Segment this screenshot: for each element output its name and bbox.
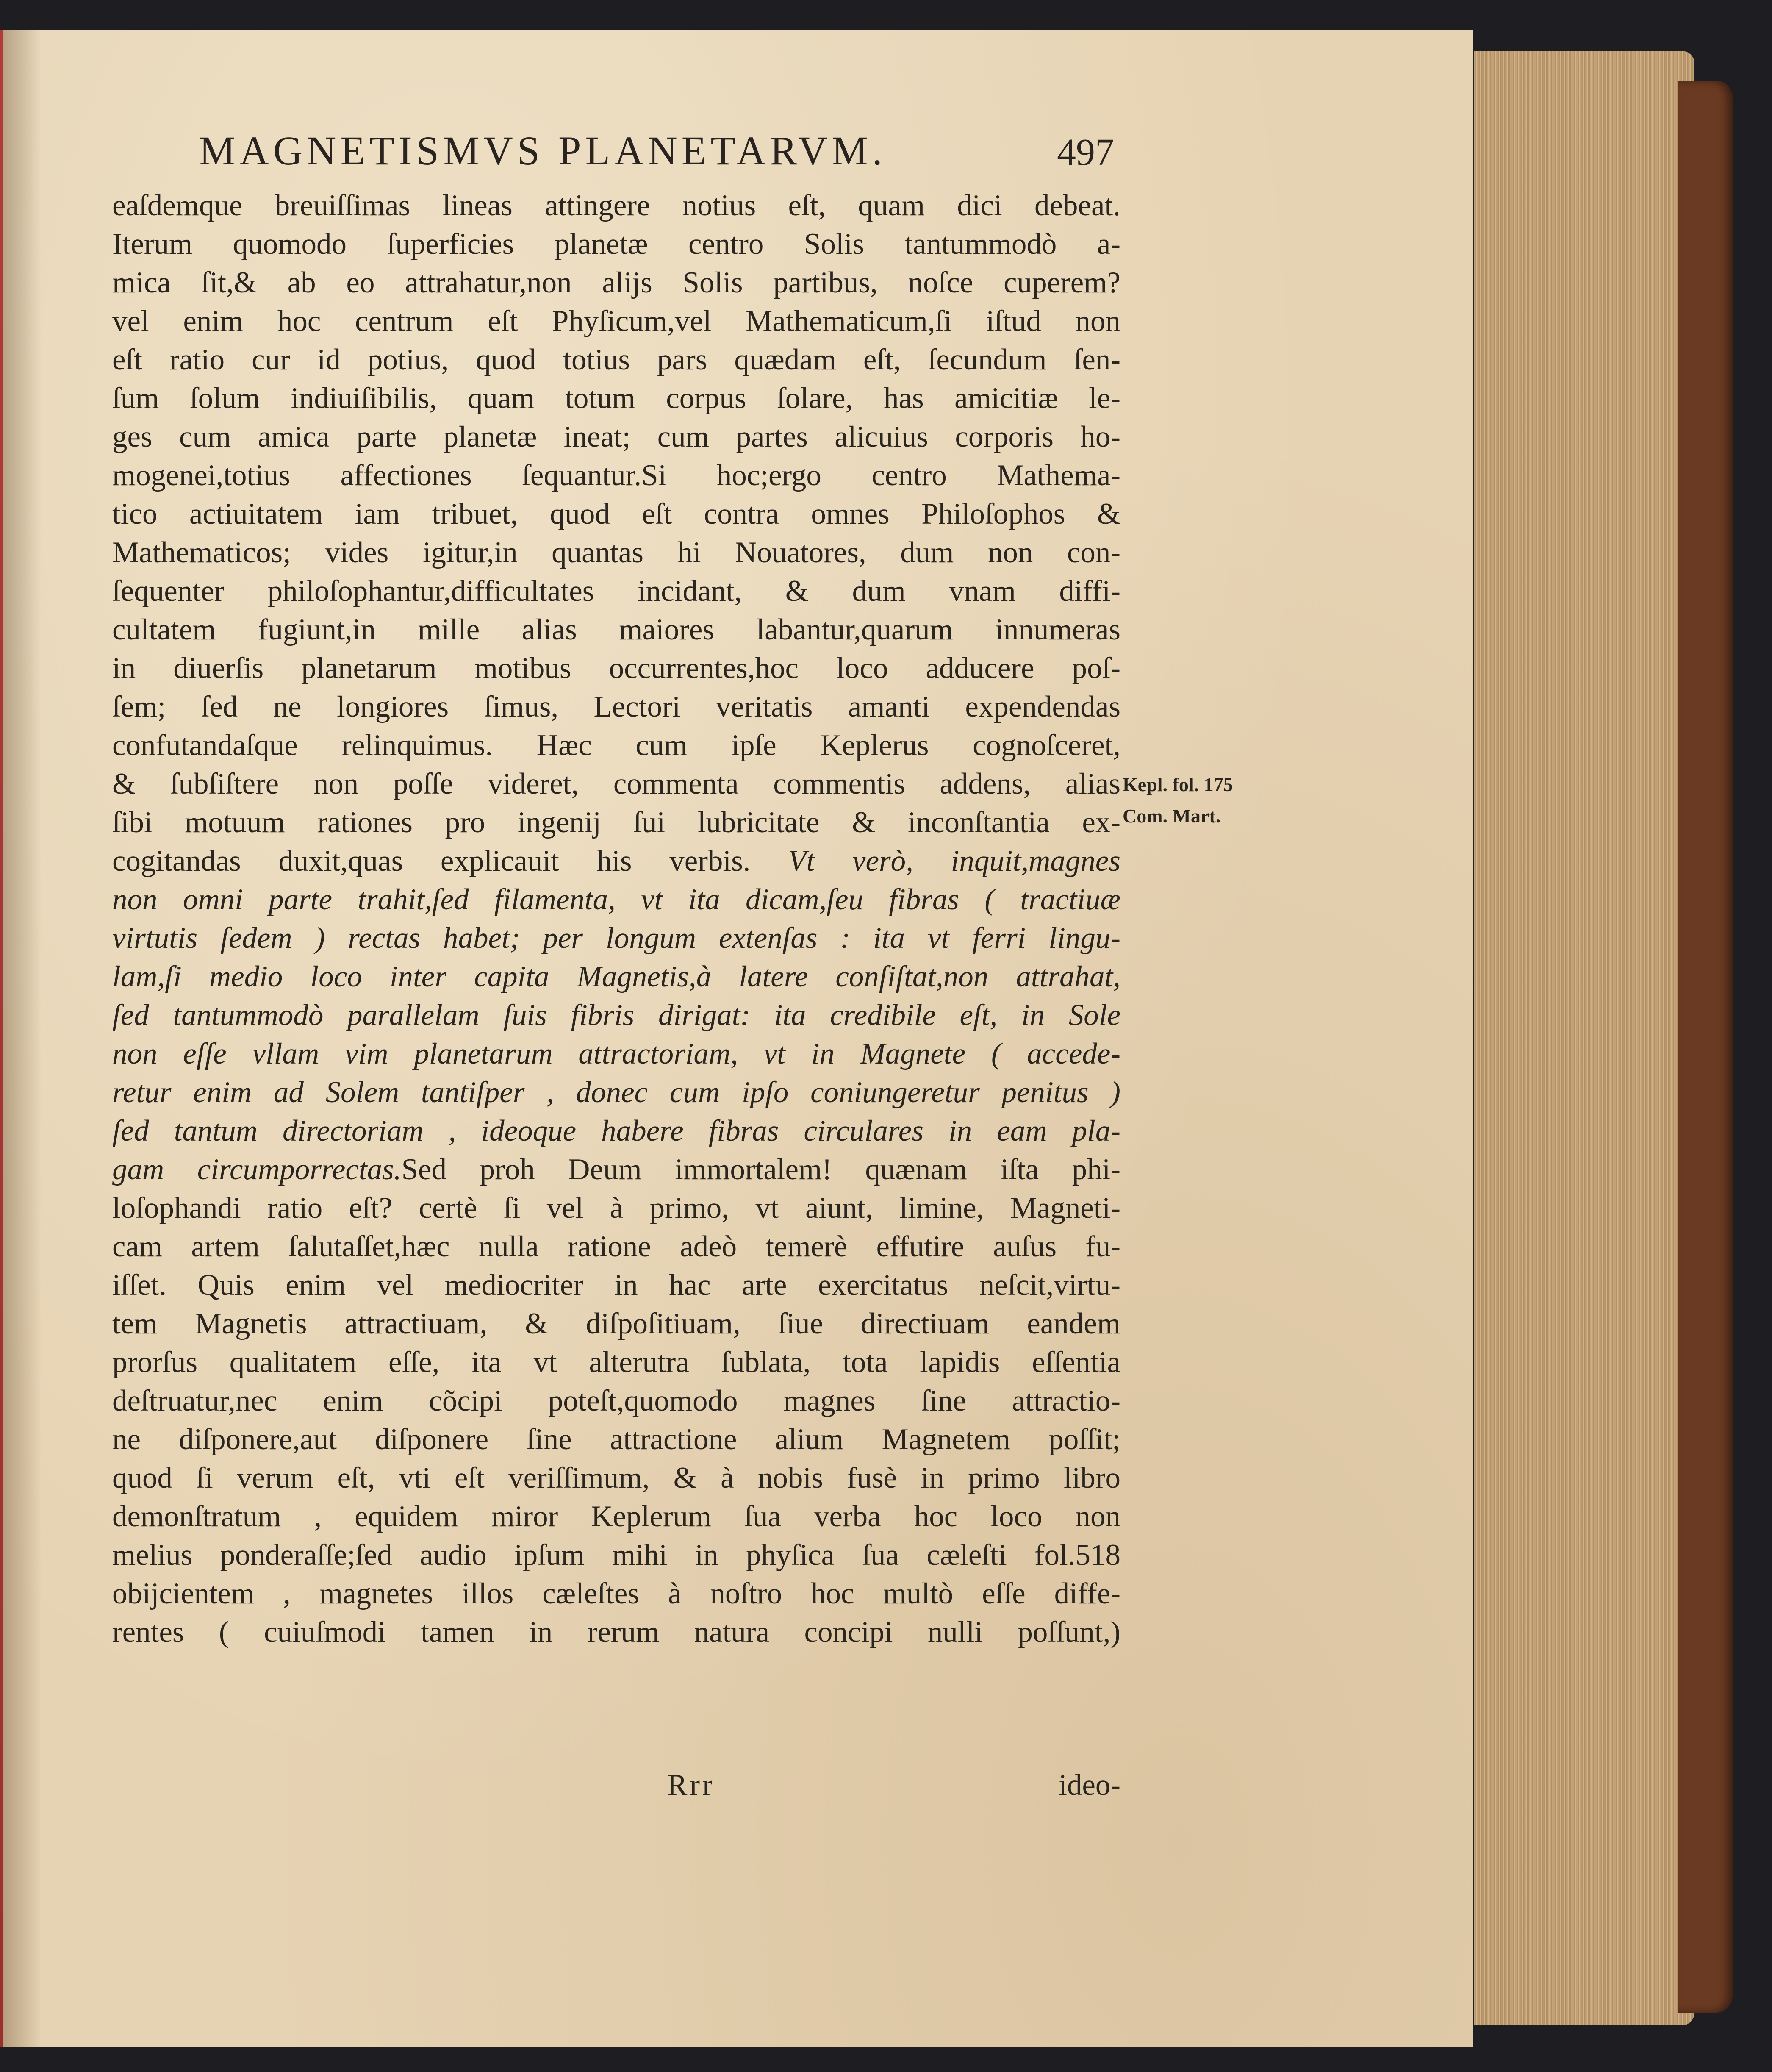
running-head: MAGNETISMVS PLANETARVM. — [199, 128, 887, 173]
text-line: ſum ſolum indiuiſibilis, quam totum corpus ſolare, has amicitiæ le- — [112, 382, 1120, 415]
text-line: obijcientem , magnetes illos cæleſtes à noſtro hoc multò eſſe diffe- — [112, 1577, 1120, 1610]
text-line: eſt ratio cur id potius, quod totius pars quædam eſt, ſecundum ſen- — [112, 343, 1120, 376]
text-line: iſſet. Quis enim vel mediocriter in hac arte exercitatus neſcit,virtu- — [112, 1269, 1120, 1302]
page-footer — [112, 1766, 1120, 1805]
quote-line: virtutis ſedem ) rectas habet; per longum extenſas : ita vt ferri lingu- — [112, 922, 1120, 955]
text-line: in diuerſis planetarum motibus occurrentes,hoc loco adducere poſ- — [112, 652, 1120, 685]
text-line: ſem; ſed ne longiores ſimus, Lectori veritatis amanti expendendas — [112, 690, 1120, 723]
text-line: tem Magnetis attractiuam, & diſpoſitiuam, ſiue directiuam eandem — [112, 1307, 1120, 1340]
text-line: quod ſi verum eſt, vti eſt veriſſimum, & à nobis fusè in primo libro — [112, 1461, 1120, 1494]
text-line: vel enim hoc centrum eſt Phyſicum,vel Mathematicum,ſi iſtud non — [112, 305, 1120, 338]
text-line: cam artem ſalutaſſet,hæc nulla ratione adeò temerè effutire auſus fu- — [112, 1230, 1120, 1263]
text-line: confutandaſque relinquimus. Hæc cum ipſe Keplerus cognoſceret, — [112, 729, 1120, 762]
catchword: ideo- — [1059, 1769, 1120, 1802]
text-line: ſequenter philoſophantur,difficultates incidant, & dum vnam diffi- — [112, 575, 1120, 608]
text-segment: cogitandas duxit,quas explicauit his verbis. — [112, 844, 751, 878]
text-line: & ſubſiſtere non poſſe videret, commenta commentis addens, alias — [112, 767, 1120, 800]
text-line: prorſus qualitatem eſſe, ita vt alterutra ſublata, tota lapidis eſſentia — [112, 1346, 1120, 1379]
quote-line: non omni parte trahit,ſed filamenta, vt ita dicam,ſeu fibras ( tractiuæ — [112, 883, 1120, 916]
quote-segment: Vt verò, inquit,magnes — [788, 844, 1120, 878]
text-line: rentes ( cuiuſmodi tamen in rerum natura concipi nulli poſſunt,) — [112, 1616, 1120, 1649]
text-line: mica ſit,& ab eo attrahatur,non alijs Solis partibus, noſce cuperem? — [112, 266, 1120, 299]
page-block-edges — [1474, 51, 1694, 2025]
main-text — [112, 186, 1120, 1652]
text-line: Mathematicos; vides igitur,in quantas hi Nouatores, dum non con- — [112, 536, 1120, 569]
text-line: deſtruatur,nec enim cõcipi poteſt,quomodo magnes ſine attractio- — [112, 1384, 1120, 1417]
text-line: Iterum quomodo ſuperficies planetæ centro Solis tantummodò a- — [112, 228, 1120, 261]
signature-mark: Rrr — [667, 1769, 715, 1802]
leather-cover — [1678, 81, 1733, 2013]
text-line: loſophandi ratio eſt? certè ſi vel à primo, vt aiunt, limine, Magneti- — [112, 1192, 1120, 1225]
quote-line: ſed tantum directoriam , ideoque habere fibras circulares in eam pla- — [112, 1114, 1120, 1147]
margin-note-line: Kepl. fol. 175 — [1123, 774, 1233, 795]
gutter-shadow — [3, 30, 42, 2047]
text-line: ſibi motuum rationes pro ingenij ſui lubricitate & inconſtantia ex- — [112, 806, 1120, 839]
quote-segment: gam circumporrectas. — [112, 1153, 402, 1186]
quote-line: lam,ſi medio loco inter capita Magnetis,à latere conſiſtat,non attrahat, — [112, 960, 1120, 993]
quote-line: ſed tantummodò parallelam ſuis fibris dirigat: ita credibile eſt, in Sole — [112, 999, 1120, 1032]
quote-line: non eſſe vllam vim planetarum attractoriam, vt in Magnete ( accede- — [112, 1037, 1120, 1070]
page-header — [199, 127, 1114, 186]
margin-note — [1123, 769, 1262, 832]
text-segment: Sed proh Deum immortalem! quænam iſta phi- — [401, 1153, 1120, 1186]
text-line: eaſdemque breuiſſimas lineas attingere notius eſt, quam dici debeat. — [112, 189, 1120, 222]
text-line: tico actiuitatem iam tribuet, quod eſt contra omnes Philoſophos & — [112, 497, 1120, 530]
page-number: 497 — [1057, 131, 1114, 173]
text-line: ne diſponere,aut diſponere ſine attractione alium Magnetem poſſit; — [112, 1423, 1120, 1456]
text-line-with-quote — [112, 842, 1120, 880]
text-line: ges cum amica parte planetæ ineat; cum partes alicuius corporis ho- — [112, 420, 1120, 453]
text-line: melius ponderaſſe;ſed audio ipſum mihi in phyſica ſua cæleſti fol.518 — [112, 1539, 1120, 1572]
quote-line: retur enim ad Solem tantiſper , donec cum ipſo coniungeretur penitus ) — [112, 1076, 1120, 1109]
text-line: cultatem fugiunt,in mille alias maiores labantur,quarum innumeras — [112, 613, 1120, 646]
text-line-mixed — [112, 1150, 1120, 1189]
text-line: mogenei,totius affectiones ſequantur.Si hoc;ergo centro Mathema- — [112, 459, 1120, 492]
text-line: demonſtratum , equidem miror Keplerum ſua verba hoc loco non — [112, 1500, 1120, 1533]
margin-note-line: Com. Mart. — [1123, 805, 1221, 827]
